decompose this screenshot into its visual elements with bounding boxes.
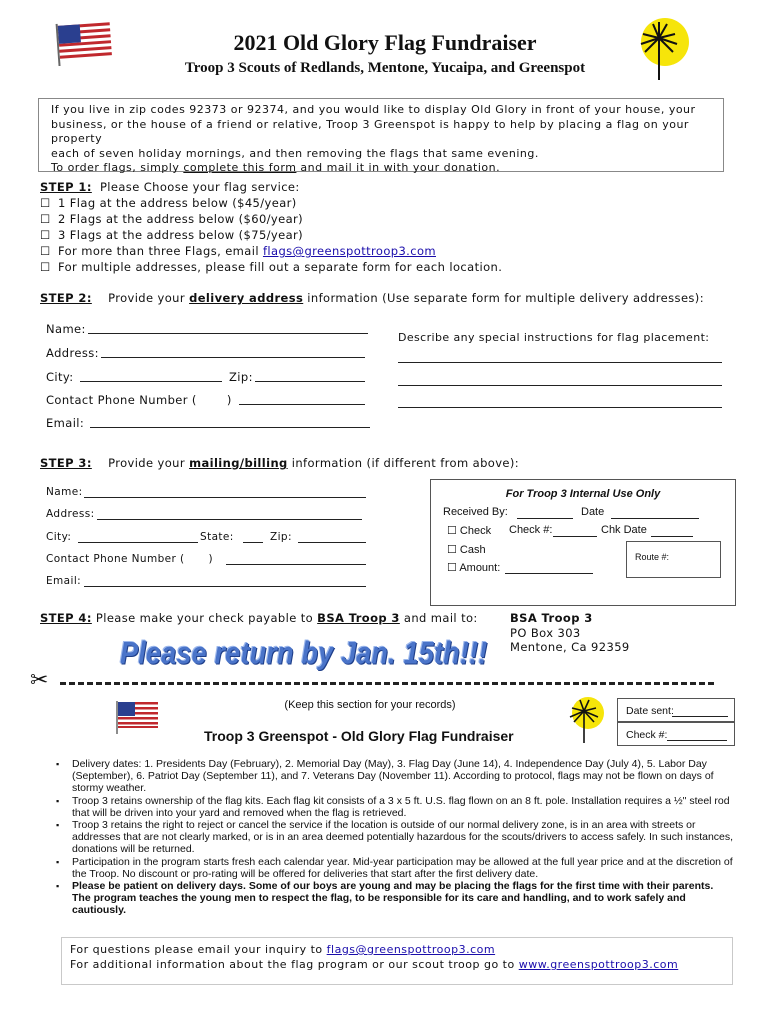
amount-option[interactable]: ☐ Amount:	[447, 562, 501, 574]
page-title: 2021 Old Glory Flag Fundraiser	[233, 30, 537, 55]
billing-address-field[interactable]	[97, 519, 362, 520]
instructions-field[interactable]	[398, 362, 722, 363]
intro-line: If you live in zip codes 92373 or 92374, and you would like to display Old Glory in front of your house, your	[51, 103, 696, 116]
delivery-city-field[interactable]	[80, 381, 222, 382]
palm-tree-sun-icon	[562, 695, 608, 745]
route-label: Route #:	[635, 552, 670, 562]
billing-address-label: Address:	[46, 508, 95, 520]
mail-address-line: Mentone, Ca 92359	[510, 640, 630, 654]
billing-city-field[interactable]	[78, 542, 198, 543]
delivery-phone-field[interactable]	[239, 404, 365, 405]
amount-field[interactable]	[505, 573, 593, 574]
us-flag-icon	[115, 700, 161, 734]
billing-state-field[interactable]	[243, 542, 263, 543]
delivery-email-label: Email:	[46, 416, 85, 430]
received-date-label: Date	[581, 506, 605, 518]
cut-line	[60, 682, 714, 685]
return-deadline-banner: Please return by Jan. 15th!!!	[120, 636, 488, 671]
list-item: ▪ Troop 3 retains ownership of the flag kits. Each flag kit consists of a 3 x 5 ft. U.S. flag flown on an 8 ft. pole. Installation requires a ½" steel rod that will be driven into your yard and removed when the flag is retrieved.	[58, 795, 734, 819]
delivery-address-field[interactable]	[101, 357, 365, 358]
billing-email-label: Email:	[46, 575, 82, 587]
checkbox[interactable]: ☐	[40, 212, 51, 226]
palm-tree-sun-icon	[625, 14, 695, 84]
intro-line: business, or the house of a friend or relative, Troop 3 Greenspot is happy to help by placing a flag on your property	[51, 117, 689, 146]
step1-option[interactable]: ☐ For multiple addresses, please fill out a separate form for each location.	[40, 260, 503, 274]
receipt-title: Troop 3 Greenspot - Old Glory Flag Fundraiser	[204, 728, 514, 744]
terms-list	[58, 758, 734, 917]
internal-use-title: For Troop 3 Internal Use Only	[505, 488, 661, 500]
step1-option[interactable]: ☐ For more than three Flags, email flags@greenspottroop3.com	[40, 244, 436, 258]
step1-heading: STEP 1: Please Choose your flag service:	[40, 180, 300, 194]
complete-form-text: complete this form	[183, 161, 297, 175]
intro-line: each of seven holiday mornings, and then removing the flags that same evening.	[51, 146, 539, 160]
internal-use-box	[430, 479, 736, 606]
scissors-icon: ✂	[30, 668, 49, 693]
billing-name-label: Name:	[46, 486, 83, 498]
delivery-phone-label: Contact Phone Number ( )	[46, 393, 232, 407]
keep-records-note: (Keep this section for your records)	[284, 699, 456, 711]
list-item: ▪ Please be patient on delivery days. Some of our boys are young and may be placing the flags for the first time with their parents. The program teaches the young men to respect the flag, to be responsible for its care and handling, and to work safely and cautiously.	[58, 880, 734, 917]
mail-address-line: BSA Troop 3	[510, 611, 593, 625]
billing-name-field[interactable]	[84, 497, 366, 498]
checkbox[interactable]: ☐	[40, 260, 51, 274]
check-option[interactable]: ☐ Check	[447, 525, 492, 537]
billing-email-field[interactable]	[84, 586, 366, 587]
route-box[interactable]	[626, 541, 721, 578]
page-subtitle: Troop 3 Scouts of Redlands, Mentone, Yucaipa, and Greenspot	[184, 60, 586, 76]
list-item: ▪ Delivery dates: 1. Presidents Day (February), 2. Memorial Day (May), 3. Flag Day (June 14), 4. Independence Day (July 4), 5. Labor Day (September), 6. Patriot Day (September 11), and 7. Veterans Day (November 11). According to protocol, flags may not be flown on days of stormy weather.	[58, 758, 734, 795]
billing-city-label: City:	[46, 531, 72, 543]
intro-line: To order flags, simply complete this form and mail it in with your donation.	[51, 161, 501, 175]
checkbox[interactable]: ☐	[40, 244, 51, 258]
delivery-name-label: Name:	[46, 322, 86, 336]
check-date-field[interactable]	[651, 536, 693, 537]
email-link[interactable]: flags@greenspottroop3.com	[326, 943, 496, 956]
contact-line: For additional information about the flag program or our scout troop go to www.greenspottroop3.com	[70, 958, 679, 971]
received-by-field[interactable]	[517, 518, 573, 519]
step3-heading: STEP 3: Provide your mailing/billing information (if different from above):	[40, 456, 520, 470]
step1-option[interactable]: ☐ 2 Flags at the address below ($60/year)	[40, 212, 304, 226]
billing-phone-field[interactable]	[226, 564, 366, 565]
date-sent-box[interactable]: Date sent:	[617, 698, 735, 722]
step2-heading: STEP 2: Provide your delivery address information (Use separate form for multiple delivery addresses):	[40, 291, 704, 305]
billing-phone-label: Contact Phone Number ( )	[46, 553, 213, 565]
received-by-label: Received By:	[443, 506, 508, 518]
contact-line: For questions please email your inquiry to flags@greenspottroop3.com	[70, 943, 496, 956]
intro-box	[38, 98, 724, 175]
delivery-name-field[interactable]	[88, 333, 368, 334]
check-number-label: Check #:	[509, 524, 553, 536]
website-link[interactable]: www.greenspottroop3.com	[518, 958, 679, 971]
instructions-field[interactable]	[398, 385, 722, 386]
checkbox[interactable]: ☐	[40, 228, 51, 242]
checkbox[interactable]: ☐	[40, 196, 51, 210]
delivery-zip-label: Zip:	[229, 370, 253, 384]
delivery-city-label: City:	[46, 370, 74, 384]
receipt-check-field[interactable]	[667, 740, 727, 741]
instructions-label: Describe any special instructions for flag placement:	[398, 331, 710, 344]
check-date-label: Chk Date	[601, 524, 647, 536]
billing-zip-label: Zip:	[270, 531, 292, 543]
list-item: ▪ Participation in the program starts fresh each calendar year. Mid-year participation may be allowed at the full year price and at the discretion of the Troop. No discount or pro-rating will be offered for deliveries that start after the first delivery date.	[58, 856, 734, 880]
contact-box	[61, 937, 733, 985]
step1-option[interactable]: ☐ 1 Flag at the address below ($45/year)	[40, 196, 297, 210]
email-link[interactable]: flags@greenspottroop3.com	[262, 244, 436, 258]
list-item: ▪ Troop 3 retains the right to reject or cancel the service if the location is outside of our normal delivery zone, is in an area with streets or addresses that are not clearly marked, or is in an area deemed potentially hazardous for the scouts/drivers to access safely. In such instances, donations will be returned.	[58, 819, 734, 856]
billing-zip-field[interactable]	[298, 542, 366, 543]
step4-heading: STEP 4: Please make your check payable to BSA Troop 3 and mail to:	[40, 611, 478, 625]
cash-option[interactable]: ☐ Cash	[447, 544, 486, 556]
check-number-box[interactable]: Check #:	[617, 722, 735, 746]
instructions-field[interactable]	[398, 407, 722, 408]
received-date-field[interactable]	[611, 518, 699, 519]
date-sent-field[interactable]	[672, 716, 728, 717]
delivery-email-field[interactable]	[90, 427, 370, 428]
delivery-address-label: Address:	[46, 346, 99, 360]
billing-state-label: State:	[200, 531, 234, 543]
delivery-zip-field[interactable]	[255, 381, 365, 382]
mail-address-line: PO Box 303	[510, 626, 581, 640]
check-number-field[interactable]	[553, 536, 597, 537]
step1-option[interactable]: ☐ 3 Flags at the address below ($75/year)	[40, 228, 304, 242]
